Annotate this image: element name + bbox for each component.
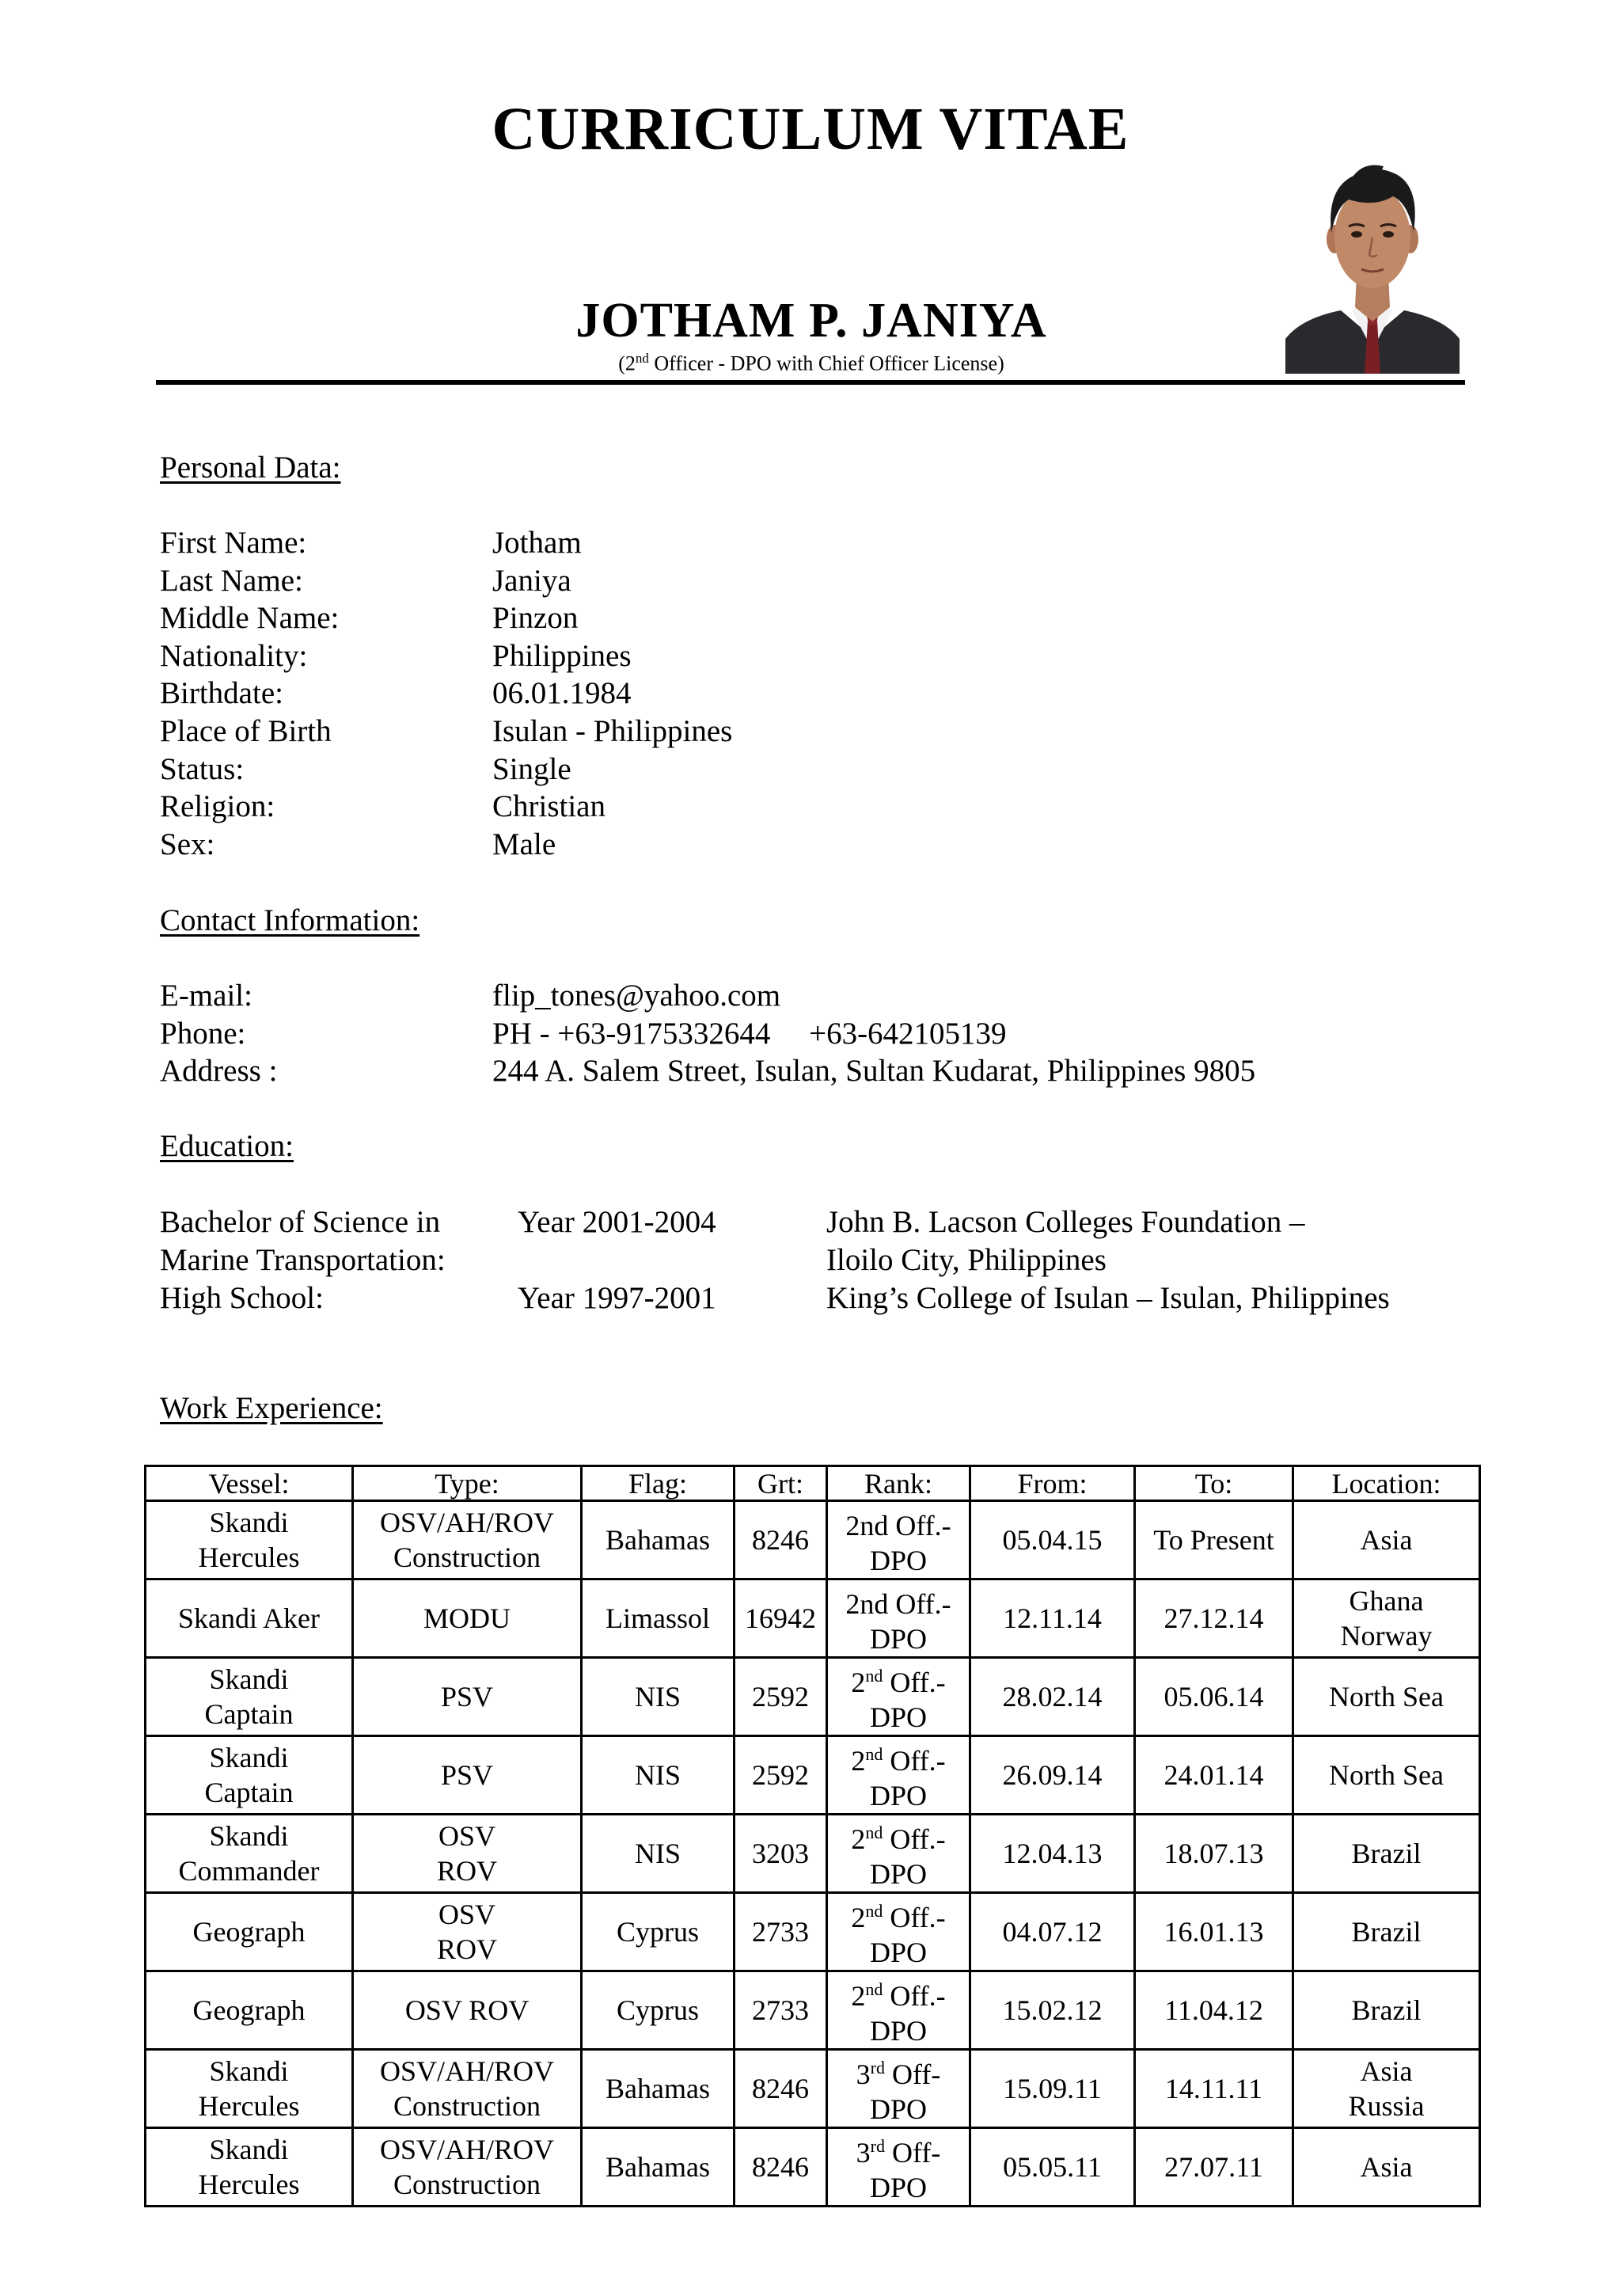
work-experience-table <box>144 1465 1481 2207</box>
rank-post: Off.- <box>883 1902 946 1933</box>
cell-grt: 3203 <box>735 1815 827 1893</box>
cell-to: 16.01.13 <box>1135 1893 1293 1971</box>
cell-from: 12.11.14 <box>970 1579 1135 1658</box>
portrait-photo-icon <box>1285 155 1460 374</box>
field-value: Isulan - Philippines <box>492 713 733 748</box>
table-row <box>146 1815 1480 1893</box>
rank-pre: 2 <box>851 1745 866 1777</box>
table-row <box>146 1501 1480 1579</box>
rank-line: DPO <box>869 2015 928 2047</box>
rank-line <box>831 1737 966 1778</box>
cell-vessel-line: Hercules <box>198 2090 300 2122</box>
cell-grt: 2592 <box>735 1658 827 1736</box>
rank-pre: 2 <box>851 1823 866 1855</box>
rank-pre: 2nd Off.- <box>845 1510 951 1541</box>
email-value: flip_tones@yahoo.com <box>492 979 781 1013</box>
cell-type-line: Construction <box>393 2090 541 2122</box>
personal-data-heading: Personal Data: <box>160 450 341 485</box>
rank-line: DPO <box>869 1858 928 1890</box>
cell-from: 15.02.12 <box>970 1971 1135 2050</box>
rank-line: DPO <box>869 1701 928 1733</box>
cell-grt: 8246 <box>735 1501 827 1579</box>
cell-location <box>1293 1736 1480 1815</box>
table-row <box>146 1658 1480 1736</box>
column-header-location: Location: <box>1293 1466 1480 1501</box>
rank-sup: nd <box>865 1901 883 1921</box>
cell-type-line: Construction <box>393 1541 541 1573</box>
cell-vessel <box>146 1736 353 1815</box>
column-header-rank: Rank: <box>827 1466 970 1501</box>
rank-line: DPO <box>869 1780 928 1811</box>
header-divider <box>156 380 1465 385</box>
cell-from: 26.09.14 <box>970 1736 1135 1815</box>
person-subtitle <box>158 347 1464 376</box>
cell-vessel-line: Skandi <box>209 1742 289 1773</box>
cell-vessel-line: Captain <box>204 1698 294 1730</box>
cell-type-line: OSV <box>438 1899 496 1930</box>
field-value: Christian <box>492 789 606 824</box>
cell-flag: Bahamas <box>582 2050 735 2128</box>
cell-grt: 2733 <box>735 1893 827 1971</box>
cell-location <box>1293 1501 1480 1579</box>
column-header-to: To: <box>1135 1466 1293 1501</box>
cell-location-line: Asia <box>1360 2055 1413 2087</box>
cell-vessel <box>146 2050 353 2128</box>
cell-flag: Bahamas <box>582 2128 735 2207</box>
cell-location-line: Asia <box>1360 2151 1413 2183</box>
table-row <box>146 1736 1480 1815</box>
field-label: Phone: <box>160 1016 246 1051</box>
cell-vessel <box>146 1815 353 1893</box>
field-label: Address : <box>160 1054 278 1089</box>
rank-sup: rd <box>870 2136 885 2156</box>
cell-location-line: Brazil <box>1351 1916 1422 1948</box>
cell-location <box>1293 1815 1480 1893</box>
rank-pre: 2 <box>851 1667 866 1698</box>
subtitle-superscript: nd <box>635 351 649 366</box>
cell-from: 05.04.15 <box>970 1501 1135 1579</box>
field-label: Birthdate: <box>160 676 283 711</box>
cell-flag: NIS <box>582 1736 735 1815</box>
cell-rank <box>827 2050 970 2128</box>
field-value: Male <box>492 827 556 861</box>
cell-type <box>353 1893 582 1971</box>
phone-value: PH - +63-9175332644 +63-642105139 <box>492 1016 1007 1051</box>
education-heading: Education: <box>160 1129 294 1163</box>
cell-type-line: Construction <box>393 2169 541 2200</box>
cell-vessel <box>146 1579 353 1658</box>
cell-vessel-line: Skandi <box>209 1663 289 1695</box>
cell-to: 11.04.12 <box>1135 1971 1293 2050</box>
field-label: Sex: <box>160 827 215 861</box>
rank-post: Off.- <box>883 1667 946 1698</box>
cell-vessel-line: Geograph <box>192 1994 306 2026</box>
cell-type-line: OSV/AH/ROV <box>379 1507 555 1538</box>
cell-type-line: OSV <box>438 1820 496 1852</box>
rank-line: DPO <box>869 2093 928 2125</box>
cell-rank <box>827 2128 970 2207</box>
rank-line <box>831 1894 966 1935</box>
cell-to: 27.07.11 <box>1135 2128 1293 2207</box>
rank-line <box>831 1815 966 1857</box>
cell-type-line: OSV ROV <box>404 1994 530 2026</box>
cell-vessel-line: Commander <box>178 1855 320 1887</box>
cell-location <box>1293 1579 1480 1658</box>
school: John B. Lacson Colleges Foundation – <box>826 1205 1305 1239</box>
table-row <box>146 1971 1480 2050</box>
column-header-grt: Grt: <box>735 1466 827 1501</box>
rank-pre: 3 <box>856 2058 871 2090</box>
cell-location-line: North Sea <box>1329 1681 1444 1712</box>
portrait-photo <box>1285 155 1460 374</box>
cell-location <box>1293 2050 1480 2128</box>
column-header-flag: Flag: <box>582 1466 735 1501</box>
field-value: Jotham <box>492 526 582 560</box>
degree: Marine Transportation: <box>160 1243 446 1277</box>
cell-type-line: OSV/AH/ROV <box>379 2134 555 2165</box>
field-value: 06.01.1984 <box>492 676 632 711</box>
cell-rank <box>827 1815 970 1893</box>
cell-to: 18.07.13 <box>1135 1815 1293 1893</box>
cell-to: 14.11.11 <box>1135 2050 1293 2128</box>
rank-line: DPO <box>869 1623 928 1655</box>
cell-to: To Present <box>1135 1501 1293 1579</box>
rank-line <box>831 2051 966 2092</box>
cell-type <box>353 1579 582 1658</box>
cell-location-line: Russia <box>1348 2090 1425 2122</box>
cell-rank <box>827 1579 970 1658</box>
cell-location-line: Brazil <box>1351 1838 1422 1869</box>
cell-type-line: ROV <box>436 1855 497 1887</box>
cell-grt: 8246 <box>735 2050 827 2128</box>
cell-to: 24.01.14 <box>1135 1736 1293 1815</box>
table-row <box>146 2050 1480 2128</box>
rank-line: DPO <box>869 2172 928 2203</box>
cell-type-line: ROV <box>436 1933 497 1965</box>
cell-type <box>353 1815 582 1893</box>
subtitle-text: (2 <box>618 352 636 375</box>
cell-location <box>1293 1893 1480 1971</box>
cell-vessel <box>146 2128 353 2207</box>
cell-vessel <box>146 1971 353 2050</box>
cell-rank <box>827 1658 970 1736</box>
field-label: Nationality: <box>160 638 308 673</box>
field-value: Single <box>492 751 571 786</box>
cell-type <box>353 1736 582 1815</box>
cell-vessel <box>146 1501 353 1579</box>
cell-vessel-line: Hercules <box>198 2169 300 2200</box>
degree: Bachelor of Science in <box>160 1205 441 1239</box>
cell-type <box>353 2128 582 2207</box>
school: Iloilo City, Philippines <box>826 1243 1107 1277</box>
cell-rank <box>827 1501 970 1579</box>
rank-sup: nd <box>865 1979 883 1999</box>
field-label: First Name: <box>160 526 307 560</box>
cell-flag: Limassol <box>582 1579 735 1658</box>
cell-rank <box>827 1893 970 1971</box>
school: King’s College of Isulan – Isulan, Philippines <box>826 1281 1390 1315</box>
rank-line <box>831 1580 966 1621</box>
cell-flag: NIS <box>582 1658 735 1736</box>
table-row <box>146 1579 1480 1658</box>
field-label: Last Name: <box>160 563 303 598</box>
person-name: JOTHAM P. JANIYA <box>575 294 1047 348</box>
rank-line <box>831 1502 966 1543</box>
rank-sup: nd <box>865 1666 883 1686</box>
field-label: Place of Birth <box>160 713 332 748</box>
cell-location <box>1293 1971 1480 2050</box>
cell-grt: 16942 <box>735 1579 827 1658</box>
cell-vessel <box>146 1893 353 1971</box>
rank-line <box>831 1972 966 2013</box>
cell-location <box>1293 1658 1480 1736</box>
cell-from: 04.07.12 <box>970 1893 1135 1971</box>
cell-location-line: Ghana <box>1349 1585 1424 1617</box>
cell-vessel-line: Skandi <box>209 2134 289 2165</box>
cell-vessel <box>146 1658 353 1736</box>
cell-grt: 2592 <box>735 1736 827 1815</box>
cell-vessel-line: Geograph <box>192 1916 306 1948</box>
cell-type-line: MODU <box>423 1602 511 1634</box>
rank-line <box>831 1659 966 1700</box>
cell-flag: Cyprus <box>582 1893 735 1971</box>
cell-location-line: North Sea <box>1329 1759 1444 1791</box>
cell-vessel-line: Captain <box>204 1777 294 1808</box>
rank-post: Off.- <box>883 1823 946 1855</box>
rank-pre: 2nd Off.- <box>845 1588 951 1620</box>
address-value: 244 A. Salem Street, Isulan, Sultan Kudarat, Philippines 9805 <box>492 1054 1256 1089</box>
years: Year 1997-2001 <box>518 1281 716 1315</box>
rank-post: Off- <box>885 2137 941 2169</box>
name-block <box>158 295 1464 376</box>
rank-sup: nd <box>865 1744 883 1764</box>
cell-type <box>353 1971 582 2050</box>
rank-post: Off- <box>885 2058 941 2090</box>
cell-location-line: Brazil <box>1351 1994 1422 2026</box>
cell-flag: Bahamas <box>582 1501 735 1579</box>
cell-flag: Cyprus <box>582 1971 735 2050</box>
field-label: Middle Name: <box>160 601 340 636</box>
rank-post: Off.- <box>883 1745 946 1777</box>
cell-type <box>353 1658 582 1736</box>
cell-grt: 8246 <box>735 2128 827 2207</box>
field-label: Religion: <box>160 789 275 824</box>
degree: High School: <box>160 1281 324 1315</box>
cell-vessel-line: Skandi Aker <box>178 1602 320 1634</box>
rank-sup: rd <box>870 2058 885 2077</box>
field-label: Status: <box>160 751 245 786</box>
cell-from: 15.09.11 <box>970 2050 1135 2128</box>
table-header-row <box>146 1466 1480 1501</box>
cell-location-line: Norway <box>1340 1620 1433 1652</box>
rank-pre: 2 <box>851 1980 866 2012</box>
rank-line: DPO <box>869 1545 928 1576</box>
cell-type <box>353 2050 582 2128</box>
document-title: CURRICULUM VITAE <box>492 96 1129 162</box>
rank-pre: 3 <box>856 2137 871 2169</box>
cell-to: 27.12.14 <box>1135 1579 1293 1658</box>
cell-to: 05.06.14 <box>1135 1658 1293 1736</box>
cell-rank <box>827 1971 970 2050</box>
column-header-vessel: Vessel: <box>146 1466 353 1501</box>
cell-type-line: OSV/AH/ROV <box>379 2055 555 2087</box>
field-value: Philippines <box>492 638 632 673</box>
work-experience-heading: Work Experience: <box>160 1391 383 1425</box>
cell-vessel-line: Skandi <box>209 1820 289 1852</box>
cell-from: 05.05.11 <box>970 2128 1135 2207</box>
rank-sup: nd <box>865 1823 883 1842</box>
cell-vessel-line: Hercules <box>198 1541 300 1573</box>
column-header-type: Type: <box>353 1466 582 1501</box>
cell-type <box>353 1501 582 1579</box>
contact-info-heading: Contact Information: <box>160 903 420 937</box>
cell-from: 12.04.13 <box>970 1815 1135 1893</box>
rank-post: Off.- <box>883 1980 946 2012</box>
rank-line: DPO <box>869 1937 928 1968</box>
cell-rank <box>827 1736 970 1815</box>
cell-grt: 2733 <box>735 1971 827 2050</box>
cell-type-line: PSV <box>440 1681 494 1712</box>
table-row <box>146 1893 1480 1971</box>
subtitle-text-rest: Officer - DPO with Chief Officer License) <box>648 352 1004 375</box>
cell-type-line: PSV <box>440 1759 494 1791</box>
field-value: Pinzon <box>492 601 579 636</box>
column-header-from: From: <box>970 1466 1135 1501</box>
field-value: Janiya <box>492 563 571 598</box>
cell-flag: NIS <box>582 1815 735 1893</box>
years: Year 2001-2004 <box>518 1205 716 1239</box>
cell-vessel-line: Skandi <box>209 1507 289 1538</box>
cell-location-line: Asia <box>1360 1524 1413 1556</box>
cell-from: 28.02.14 <box>970 1658 1135 1736</box>
cell-location <box>1293 2128 1480 2207</box>
cell-vessel-line: Skandi <box>209 2055 289 2087</box>
rank-pre: 2 <box>851 1902 866 1933</box>
rank-line <box>831 2129 966 2170</box>
work-experience-rows <box>146 1501 1480 2207</box>
field-label: E-mail: <box>160 979 252 1013</box>
table-row <box>146 2128 1480 2207</box>
